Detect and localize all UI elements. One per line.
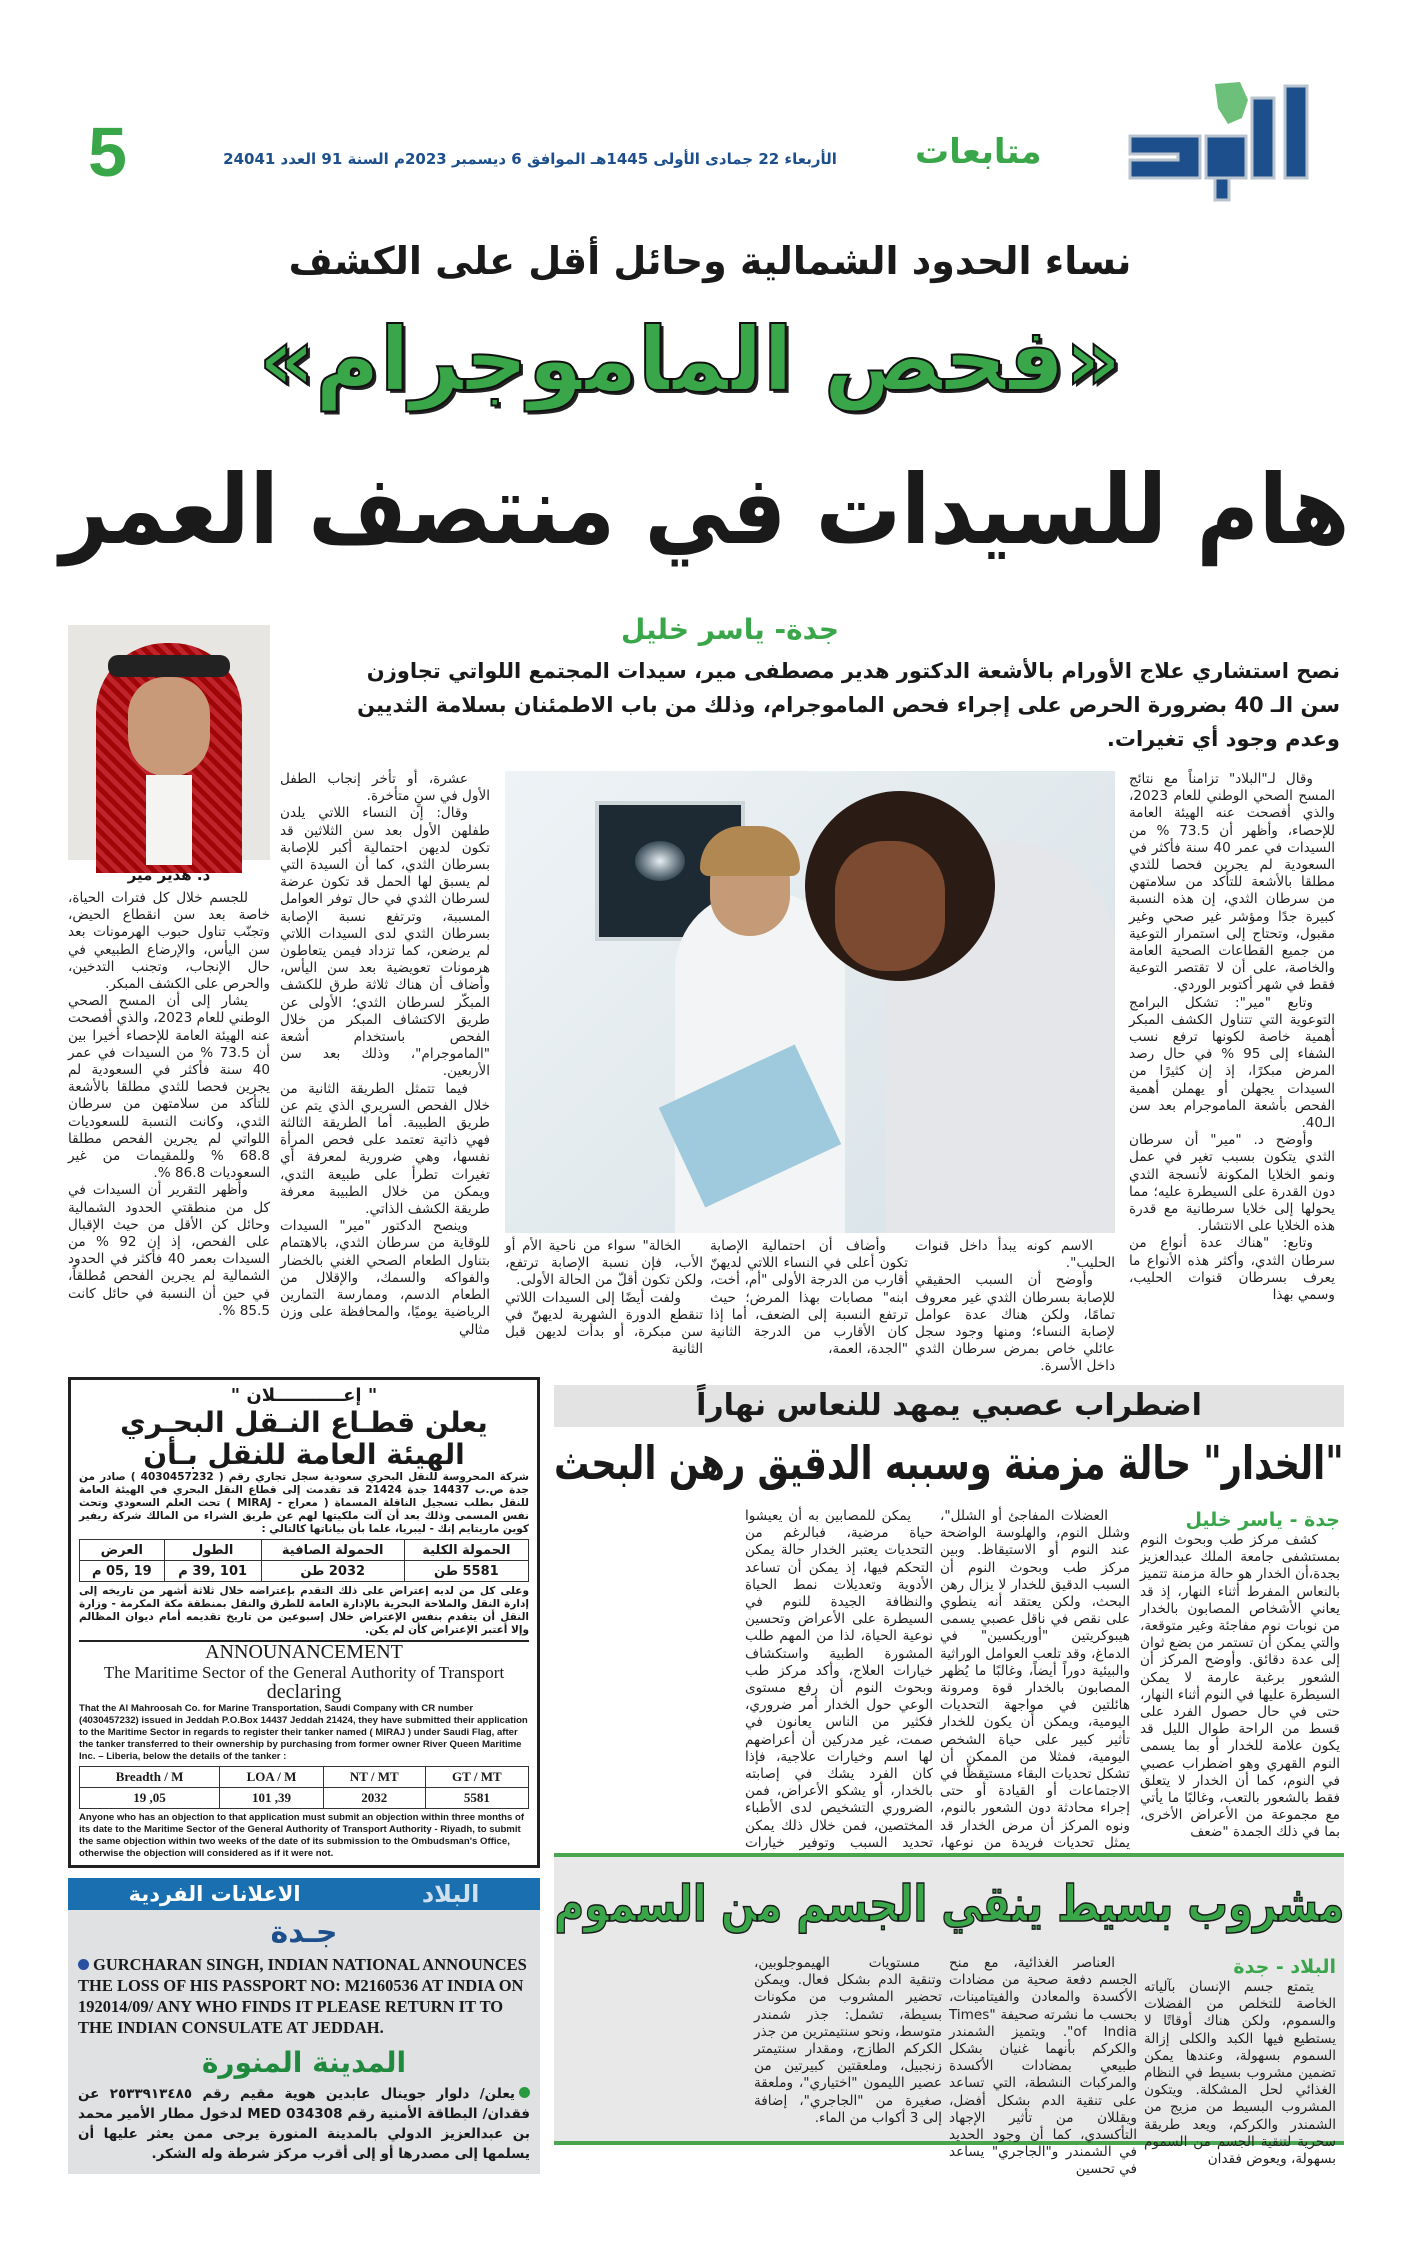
paragraph: يشار إلى أن المسح الصحي الوطني للعام 2023، والذي أفصحت عنه الهيئة العامة للإحصاء أخيرا بين أن 73.5 % من السيدات في عمر 40 سنة فأكثر في السعودية لم يجرين فحصا للثدي مطلقا بالأشعة للتأكد من سلامتهن من سرطان الثدي، وكانت النسبة للسعوديات اللواتي لم يجرين الفحص مطلقا 68.8 % وللمقيمات من غير السعوديات 86.8 %. xyxy=(68,993,270,1182)
ad-body-ar: شركة المحروسة للنقل البحري سعودية سجل تجاري رقم ( 4030457232 ) صادر من جدة ص.ب 14437 جدة 21424 قد تقدمت إلى قطاع النقل البحري في الهيئة العامة للنقل بطلب تسجيل الناقلة المسماة ( معراج - MIRAJ ) تحت العلم السعودي وتحت نفس المسمى وذلك بعد أن آلت ملكيتها لهم عن طريق الشراء من المالك شركة ريفير كوين ماريتايم إنك - ليبريا، علما بأن بياناتها كالتالي : xyxy=(79,1471,529,1535)
sleep-article-byline: جدة - ياسر خليل xyxy=(1185,1509,1340,1531)
drink-article-box xyxy=(554,1853,1344,2178)
ads-column xyxy=(68,1377,540,2174)
article-column-photo-2 xyxy=(710,1238,908,1356)
paragraph: وأوضح أن السبب الحقيقي للإصابة بسرطان الثدي غير معروف تمامًا، ولكن هناك عدة عوامل لإصابة النساء؛ ومنها وجود سجل عائلي خاص بمرض سرطان الثدي داخل الأسرة. xyxy=(915,1272,1115,1375)
table-header: Breadth / M xyxy=(80,1767,220,1788)
table-cell: 2032 طن xyxy=(261,1561,404,1582)
ad-body-en: That the Al Mahroosah Co. for Marine Transportation, Saudi Company with CR number (4030457232) issued in Jeddah P.O.Box 14437 Jeddah 21424, they have submitted their application to the Maritime Sector in regards to register their tanker named ( MIRAJ ) under Saudi Flag, after the tanker transferred to their ownership by purchasing from former owner River Queen Maritime Inc. – Liberia, below the details of the tanker : xyxy=(79,1703,528,1762)
dateline-text: الأربعاء 22 جمادى الأولى 1445هـ الموافق 6 ديسمبر 2023م السنة 91 العدد 24041 xyxy=(223,150,837,168)
paragraph: وتابع "مير": تشكل البرامج التوعوية التي تتناول الكشف المبكر أهمية خاصة لكونها ترفع نسب الشفاء إلى 95 % في حال رصد المرض مبكرًا، إذ إن كثيرًا من السيدات يجهلن أو يهملن أهمية الفحص بأشعة الماموجرام بعد سن الـ40. xyxy=(1129,994,1335,1132)
paragraph: مستويات الهيموجلوبين، وتنقية الدم بشكل فعال. ويمكن تحضير المشروب من مكونات بسيطة، تشمل: جذر شمندر متوسط، ونحو سنتيمترين من جذر الكركم الطازج، ومقدار سنتيمتر زنجبيل، وملعقتين كبيرتين من عصير الليمون "اختياري"، وملعقة صغيرة من "الجاجري"، إضافة إلى 3 أكواب من الماء. xyxy=(754,1955,942,2126)
paragraph: العناصر الغذائية، مع منح الجسم دفعة صحية من مضادات الأكسدة والمعادن والفيتامينات، بحسب ما نشرته صحيفة "Times of India". ويتميز الشمندر والكركم بأنهما غنيان بشكل طبيعي بمضادات الأكسدة والمركبات النشطة، التي تساعد على تنقية الدم بشكل أفضل، ويقللان من تأثير الإجهاد التأكسدي، كما أن وجود الحديد في الشمندر و"الجاجري" يساعد في تحسين xyxy=(949,1955,1137,2178)
article-byline xyxy=(470,612,990,648)
dateline xyxy=(210,150,850,168)
subheadline-text: هام للسيدات في منتصف العمر xyxy=(60,454,1350,566)
page-number: 5 xyxy=(88,113,127,191)
article-headline xyxy=(200,305,1180,415)
classifieds-box xyxy=(68,1878,540,2174)
sleep-column-1 xyxy=(1140,1508,1340,1841)
paragraph: وأوضح د. "مير" أن سرطان الثدي يتكون بسبب تغير في عمل ونمو الخلايا المكونة لأنسجة الثدي دون القدرة على السيطرة عليه؛ مما يحولها إلى خلايا سرطانية مع قدرة هذه الخلايا على الانتشار. xyxy=(1129,1132,1335,1235)
table-cell: 19 ,05 xyxy=(80,1788,220,1809)
sleep-column-2 xyxy=(940,1508,1130,1851)
article-subheadline xyxy=(60,450,1350,570)
table-header: NT / MT xyxy=(323,1767,425,1788)
drink-column-1 xyxy=(1144,1955,1336,2168)
maritime-announcement-ad xyxy=(68,1377,540,1868)
article-column-photo-3 xyxy=(505,1238,703,1356)
paragraph: يمكن للمصابين به أن يعيشوا حياة مرضية، فبالرغم من التحديات يعتبر الخدار حالة يمكن التحكم فيها، إذ يمكن أن تساعد الأدوية وتعديلات نمط الحياة والنظافة الجيدة للنوم في السيطرة على الأعراض وتحسين نوعية الحياة، لذا من المهم طلب المشورة الطبية واستكشاف خيارات العلاج، وأكد مركز طب وبحوث النوم أن رفع مستوى الوعي حول الخدار أمر ضروري، فكثير من الناس يعانون في صمت، غير مدركين أن أعراضهم لها اسم وخيارات علاجية، فإذا كان الفرد يشك في إصابته بالخدار، أو يشكو الأعراض، فمن الضروري التشخيص لدى الأطباء المختصين، فمن خلال ذلك يمكن تحديد السبب وتوفير خيارات xyxy=(745,1508,933,1851)
byline-text: جدة- ياسر خليل xyxy=(621,613,840,646)
section-label: متابعات xyxy=(915,132,1042,172)
author-portrait xyxy=(68,625,270,860)
paragraph: وتابع: "هناك عدة أنواع من سرطان الثدي، وأكثر هذه الأنواع ما يعرف بسرطان قنوات الحليب، وسمي بهذا xyxy=(1129,1235,1335,1304)
table-header: الحمولة الصافية xyxy=(261,1540,404,1561)
mammogram-photo xyxy=(505,771,1115,1233)
classifieds-logo: البلاد xyxy=(421,1880,480,1908)
classified-notice-1 xyxy=(68,1952,540,2040)
table-cell: 5581 xyxy=(425,1788,528,1809)
sleep-article-kicker xyxy=(554,1385,1344,1427)
article-column-right xyxy=(1129,771,1335,1356)
ad-table-ar xyxy=(79,1539,529,1582)
table-header: الحمولة الكلية xyxy=(404,1540,528,1561)
drink-headline-text: مشروب بسيط ينقي الجسم من السموم xyxy=(554,1875,1344,1933)
sleep-column-3 xyxy=(745,1508,933,1851)
paragraph: ولفت أيضًا إلى السيدات اللاتي تنقطع الدورة الشهرية لديهنّ في سن مبكرة، أو بدأت لديهن قبل الثانية xyxy=(505,1289,703,1358)
ad-title-en-1: ANNOUNANCEMENT xyxy=(205,1641,403,1663)
paragraph: للجسم خلال كل فترات الحياة، خاصة بعد سن انقطاع الحيض، وتجنّب تناول حبوب الهرمونات بعد سن اليأس، والإرضاع الطبيعي في حال الإنجاب، وتجنب التدخين، والحرص على الكشف المبكر. xyxy=(68,890,270,993)
paragraph: وقال لـ"البلاد" تزامناً مع نتائج المسح الصحي الوطني للعام 2023، والذي أفصحت عنه الهيئة العامة للإحصاء، وأظهر أن 73.5 % من السيدات في عمر 40 سنة فأكثر في السعودية لم يجرين فحصا للثدي مطلقا بالأشعة للتأكد من سلامتهن من سرطان الثدي، إن هذه النسبة كبيرة جدًا ومؤشر غير صحي وغير مقبول، وتحتاج إلى استمرار التوعية من جميع القطاعات الصحية العامة والخاصة، على أن لا تقتصر التوعية فقط في شهر أكتوبر الوردي. xyxy=(1129,771,1335,994)
sleep-article-headline xyxy=(554,1432,1344,1494)
drink-article-headline xyxy=(554,1871,1344,1937)
ad-label: " إعـــــــــــلان " xyxy=(230,1385,378,1406)
ad-title-ar: يعلن قطـاع النـقل البحـري الهيئة العامة للنقل بـأن xyxy=(120,1406,488,1471)
bullet-icon xyxy=(78,1959,89,1970)
drink-column-2 xyxy=(949,1955,1137,2178)
paragraph: وأظهر التقرير أن السيدات في كل من منطقتي الحدود الشمالية وحائل كن الأقل من حيث الإقبال على الفحص، إذ إن 92 % من السيدات بعمر 40 فأكثر في الحدود الشمالية لم يجرين الفحص مُطلقاً، في حين أن النسبة في حائل كانت 85.5 %. xyxy=(68,1182,270,1319)
notice-text: يعلن/ دلوار جوينال عابدين هوية مقيم رقم ٢٥٣٣٩١٣٤٨٥ عن فقدان/ البطاقة الأمنية رقم MED 034308 لدخول مطار الأمير محمد بن عبدالعزيز الدولي بالمدينة المنورة يرجى ممن يعثر عليها أن يسلمها إلى مصدرها أو إلى أقرب مركز شرطة وله الشكر. xyxy=(78,2086,531,2162)
table-cell: 2032 xyxy=(323,1788,425,1809)
paragraph: الاسم كونه يبدأ داخل قنوات الحليب". xyxy=(915,1238,1115,1272)
article-column-left xyxy=(68,890,270,1356)
table-cell: 101 ,39 xyxy=(220,1788,324,1809)
paragraph: عشرة، أو تأخر إنجاب الطفل الأول في سنٍ متأخرة. xyxy=(280,771,490,805)
newspaper-logo xyxy=(1120,78,1315,203)
article-column-middle xyxy=(280,771,490,1356)
ad-table-en xyxy=(79,1766,529,1809)
paragraph: الخالة" سواء من ناحية الأم أو الأب، فإن نسبة الإصابة ترتفع، ولكن تكون أقلّ من الحالة الأولى. xyxy=(505,1238,703,1289)
notice-text: GURCHARAN SINGH, INDIAN NATIONAL ANNOUNCES THE LOSS OF HIS PASSPORT NO: M2160536 AT INDIA ON 192014/09/ ANY WHO FINDS IT PLEASE RETURN IT TO THE INDIAN CONSULATE AT JEDDAH. xyxy=(78,1955,527,2037)
drink-column-3 xyxy=(754,1955,942,2137)
headline-text: «فحص الماموجرام» xyxy=(258,308,1122,411)
ad-objection-ar: وعلى كل من لديه إعتراض على ذلك التقدم بإعتراضه خلال ثلاثة أشهر من تاريخه إلى إدارة النقل والملاحة البحرية بالإدارة العامة للطرق والنقل بمنطقة مكة المكرمة - وزارة النقل أن يتقدم بنفس الإعتراض خلال إسبوعين من تاريخ تقديمه أمام ديوان المظالم وإلا أعتبر الإعتراض كأن لم يكن. xyxy=(79,1585,529,1642)
drink-article-byline: البلاد - جدة xyxy=(1233,1956,1336,1978)
paragraph: فيما تتمثل الطريقة الثانية من خلال الفحص السريري الذي يتم عن طريق الطبيبة. أما الطريقة الثالثة فهي ذاتية تعتمد على فحص المرأة نفسها، وهي ضرورية لمعرفة أي تغيرات تطرأ على طبيعة الثدي، ويمكن من خلال الطبيبة معرفة طريقة الكشف الذاتي. xyxy=(280,1080,490,1218)
city-heading-jeddah: جـدة xyxy=(270,1915,338,1950)
classifieds-title: الاعلانات الفردية xyxy=(128,1882,301,1906)
paragraph: وينصح الدكتور "مير" السيدات للوقاية من سرطان الثدي، بالاهتمام بتناول الطعام الصحي الغني بالخضار والفواكه والسمك، والإقلال من الطعام الدسم، وممارسة التمارين الرياضية يوميًا، والمحافظة على وزن مثالي xyxy=(280,1218,490,1338)
ad-title-en-3: declaring xyxy=(266,1681,342,1703)
table-header: العرض xyxy=(80,1540,165,1561)
city-heading-madinah: المدينة المنورة xyxy=(201,2046,407,2079)
paragraph: يتمتع جسم الإنسان بآلياته الخاصة للتخلص من الفضلات والسموم، ولكن هناك أوقاتًا لا يستطيع فيها الكبد والكلى إزالة السموم بسهولة، وعندها يمكن تضمين مشروب بسيط في النظام الغذائي لحل المشكلة. ويتكون المشروب البسيط من مزيج من الشمندر والكركم، ويعد طريقة سحرية لتنقية الجسم من السموم بسهولة، ويعوض فقدان xyxy=(1144,1979,1336,2168)
kicker-text: نساء الحدود الشمالية وحائل أقل على الكشف xyxy=(288,239,1132,283)
paragraph: كشف مركز طب وبحوث النوم بمستشفى جامعة الملك عبدالعزيز بجدة،أن الخدار هو حالة مزمنة تتميز بالنعاس المفرط أثناء النهار، إذ قد يعاني الأشخاص المصابون بالخدار من نوبات نوم مفاجئة وغير متوقعة، والتي يمكن أن تستمر من بضع ثوان إلى عدة دقائق. وأوضح المركز أن الشعور برغبة عارمة لا يمكن السيطرة عليها في النوم أثناء النهار، حتى في حال حصول الفرد على قسط من الراحة طوال الليل قد يكون علامة للخدار أو بما يسمى النوم القهري وهو اضطراب عصبي في النوم، كما أن الخدار لا يتعلق فقط بالشعور بالتعب، وغالبًا ما يأتي مع مجموعة من الأعراض الأخرى، بما في ذلك الجمدة "ضعف xyxy=(1140,1532,1340,1841)
paragraph: وقال: إن النساء اللاتي يلدن طفلهن الأول بعد سن الثلاثين قد تكون لديهن احتمالية أكبر للإصابة بسرطان الثدي، كما أن السيدة التي لم يسبق لها الحمل قد تكون عرضة لسرطان الثدي في حال توفر العوامل المسببة، وترتفع نسبة الإصابة بسرطان الثدي لدى السيدات اللاتي لم يرضعن، كما تزداد فيمن يتعاطون هرمونات تعويضية بعد سن اليأس، وأضاف أن هناك ثلاثة طرق للكشف المبكّر لسرطان الثدي؛ الأولى عن طريق الاكتشاف المبكر من خلال الفحص باستخدام أشعة "الماموجرام"، وذلك بعد سن الأربعين. xyxy=(280,805,490,1080)
table-header: الطول xyxy=(164,1540,261,1561)
classified-notice-2 xyxy=(68,2082,540,2166)
paragraph: وأضاف أن احتمالية الإصابة تكون أعلى في النساء اللاتي لديهنّ أقارب من الدرجة الأولى "أم، أخت، ابنه" مصابات بهذا المرض؛ حيث ترتفع النسبة إلى الضعف، أما إذا كان الأقارب من الدرجة الثانية "الجدة، العمة، xyxy=(710,1238,908,1358)
bullet-icon xyxy=(519,2087,530,2098)
article-lead: نصح استشاري علاج الأورام بالأشعة الدكتور هدير مصطفى مير، سيدات المجتمع اللواتي تجاوزن سن الـ 40 بضرورة الحرص على إجراء فحص الماموجرام، وذلك من باب الاطمئنان بسلامة الثديين وعدم وجود أي تغيرات. xyxy=(357,659,1340,751)
table-cell: 5581 طن xyxy=(404,1561,528,1582)
ad-objection-en: Anyone who has an objection to that application must submit an objection within three months of its date to the Maritime Sector of the General Authority of Transport Authority - Riyadh, to submit the same objection within two weeks of the date of its submission to the Ombudsman's Office, otherwise the objection will considered as if it were not. xyxy=(79,1812,525,1859)
ad-title-en-2: The Maritime Sector of the General Authority of Transport xyxy=(103,1663,505,1682)
table-cell: 101 ,39 م xyxy=(164,1561,261,1582)
article-column-photo-1 xyxy=(915,1238,1115,1375)
sleep-kicker-text: اضطراب عصبي يمهد للنعاس نهاراً xyxy=(696,1388,1202,1423)
article-kicker xyxy=(220,238,1200,284)
sleep-headline-text: "الخدار" حالة مزمنة وسببه الدقيق رهن البحث xyxy=(554,1436,1344,1490)
portrait-caption: د. هدير مير xyxy=(127,866,211,884)
table-cell: 19 ,05 م xyxy=(80,1561,165,1582)
classifieds-header xyxy=(68,1878,540,1910)
paragraph: العضلات المفاجئ أو الشلل"، وشلل النوم، والهلوسة الواضحة عند النوم أو الاستيقاظ. وبين مركز طب وبحوث النوم أن السبب الدقيق للخدار لا يزال رهن البحث، ولكن يعتقد أنه ينطوي على نقص في ناقل عصبي يسمى هيبوكريتين "أوريكسين" في الدماغ، وقد تلعب العوامل الوراثية والبيئية دوراً أيضاً، وغالبًا ما يُظهر المصابون بالخدار قوة ومرونة هائلتين في مواجهة التحديات اليومية، ويمكن أن يكون للخدار تأثير كبير على حياة الشخص اليومية، فمثلا من الممكن أن تشكل تحديات البقاء مستيقظًا في الاجتماعات أو القيادة أو حتى إجراء محادثة دون الشعور بالنوم، ونوه المركز أن مرض الخدار قد يمثل تحديات فريدة من نوعها، xyxy=(940,1508,1130,1851)
table-header: LOA / M xyxy=(220,1767,324,1788)
table-header: GT / MT xyxy=(425,1767,528,1788)
